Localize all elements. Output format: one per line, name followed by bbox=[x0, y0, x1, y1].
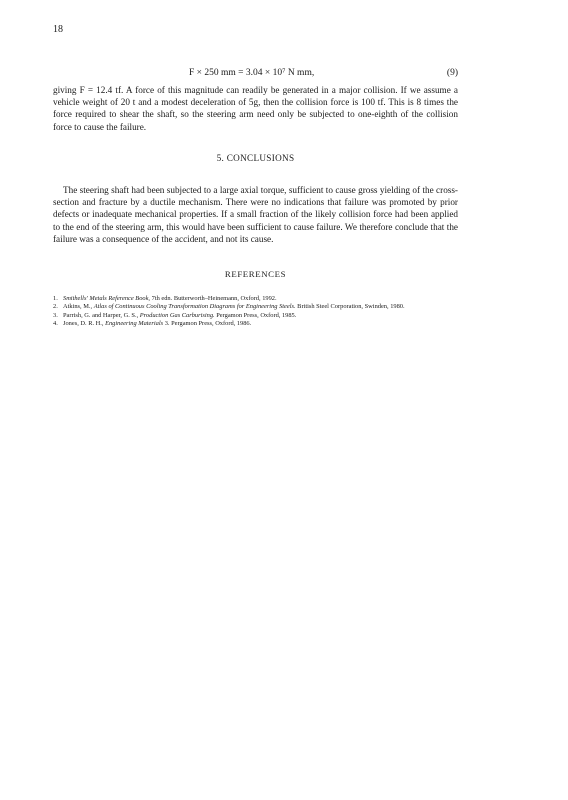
reference-title: Atlas of Continuous Cooling Transformation Diagrams for Engineering Steels. bbox=[93, 303, 296, 311]
section-heading-references: REFERENCES bbox=[224, 269, 287, 279]
reference-authors: Jones, D. R. H., bbox=[63, 319, 106, 327]
reference-item bbox=[53, 295, 458, 303]
reference-number: 2. bbox=[53, 303, 58, 311]
page-number: 18 bbox=[53, 24, 63, 35]
reference-authors: Atkins, M., bbox=[63, 303, 94, 311]
reference-number: 3. bbox=[53, 311, 58, 319]
reference-title: Production Gas Carburising. bbox=[139, 311, 215, 319]
reference-list bbox=[53, 295, 458, 328]
reference-authors: Parrish, G. and Harper, G. S., bbox=[63, 311, 140, 319]
reference-title: Smithells' Metals Reference Book, bbox=[63, 295, 151, 302]
reference-item bbox=[53, 303, 458, 311]
equation-body: F × 250 mm = 3.04 × 10⁷ N mm, bbox=[189, 68, 315, 78]
reference-number: 1. bbox=[53, 295, 58, 302]
reference-publisher: Pergamon Press, Oxford, 1985. bbox=[214, 311, 297, 319]
paragraph-conclusions: The steering shaft had been subjected to a large axial torque, sufficient to cause gross yielding of the cross-section and fracture by a ductile mechanism. There were no indications that failure was promoted by prior defects or inadequate mechanical properties. If a small fraction of the likely collision force had been applied to the end of the steering arm, this would have been sufficient to cause failure. We therefore conclude that the failure was a consequence of the accident, and not its cause. bbox=[53, 185, 458, 244]
equation-9 bbox=[53, 68, 458, 80]
reference-publisher: British Steel Corporation, Swinden, 1980. bbox=[295, 303, 405, 311]
reference-publisher: 7th edn. Butterworth–Heinemann, Oxford, 1992. bbox=[150, 295, 277, 302]
reference-publisher: 3. Pergamon Press, Oxford, 1986. bbox=[163, 319, 252, 327]
reference-item bbox=[53, 320, 458, 328]
equation-number: (9) bbox=[446, 68, 458, 78]
paragraph-collision-force: giving F = 12.4 tf. A force of this magnitude can readily be generated in a major collision. If we assume a vehicle weight of 20 t and a modest deceleration of 5g, then the collision force is 100 tf. This is 8 times the force required to shear the shaft, so the steering arm need only be subjected to one-eighth of the collision force to cause the failure. bbox=[53, 85, 458, 132]
reference-item bbox=[53, 312, 458, 320]
section-heading-conclusions: 5. CONCLUSIONS bbox=[216, 153, 295, 163]
reference-title: Engineering Materials bbox=[105, 319, 164, 327]
reference-number: 4. bbox=[53, 319, 58, 327]
